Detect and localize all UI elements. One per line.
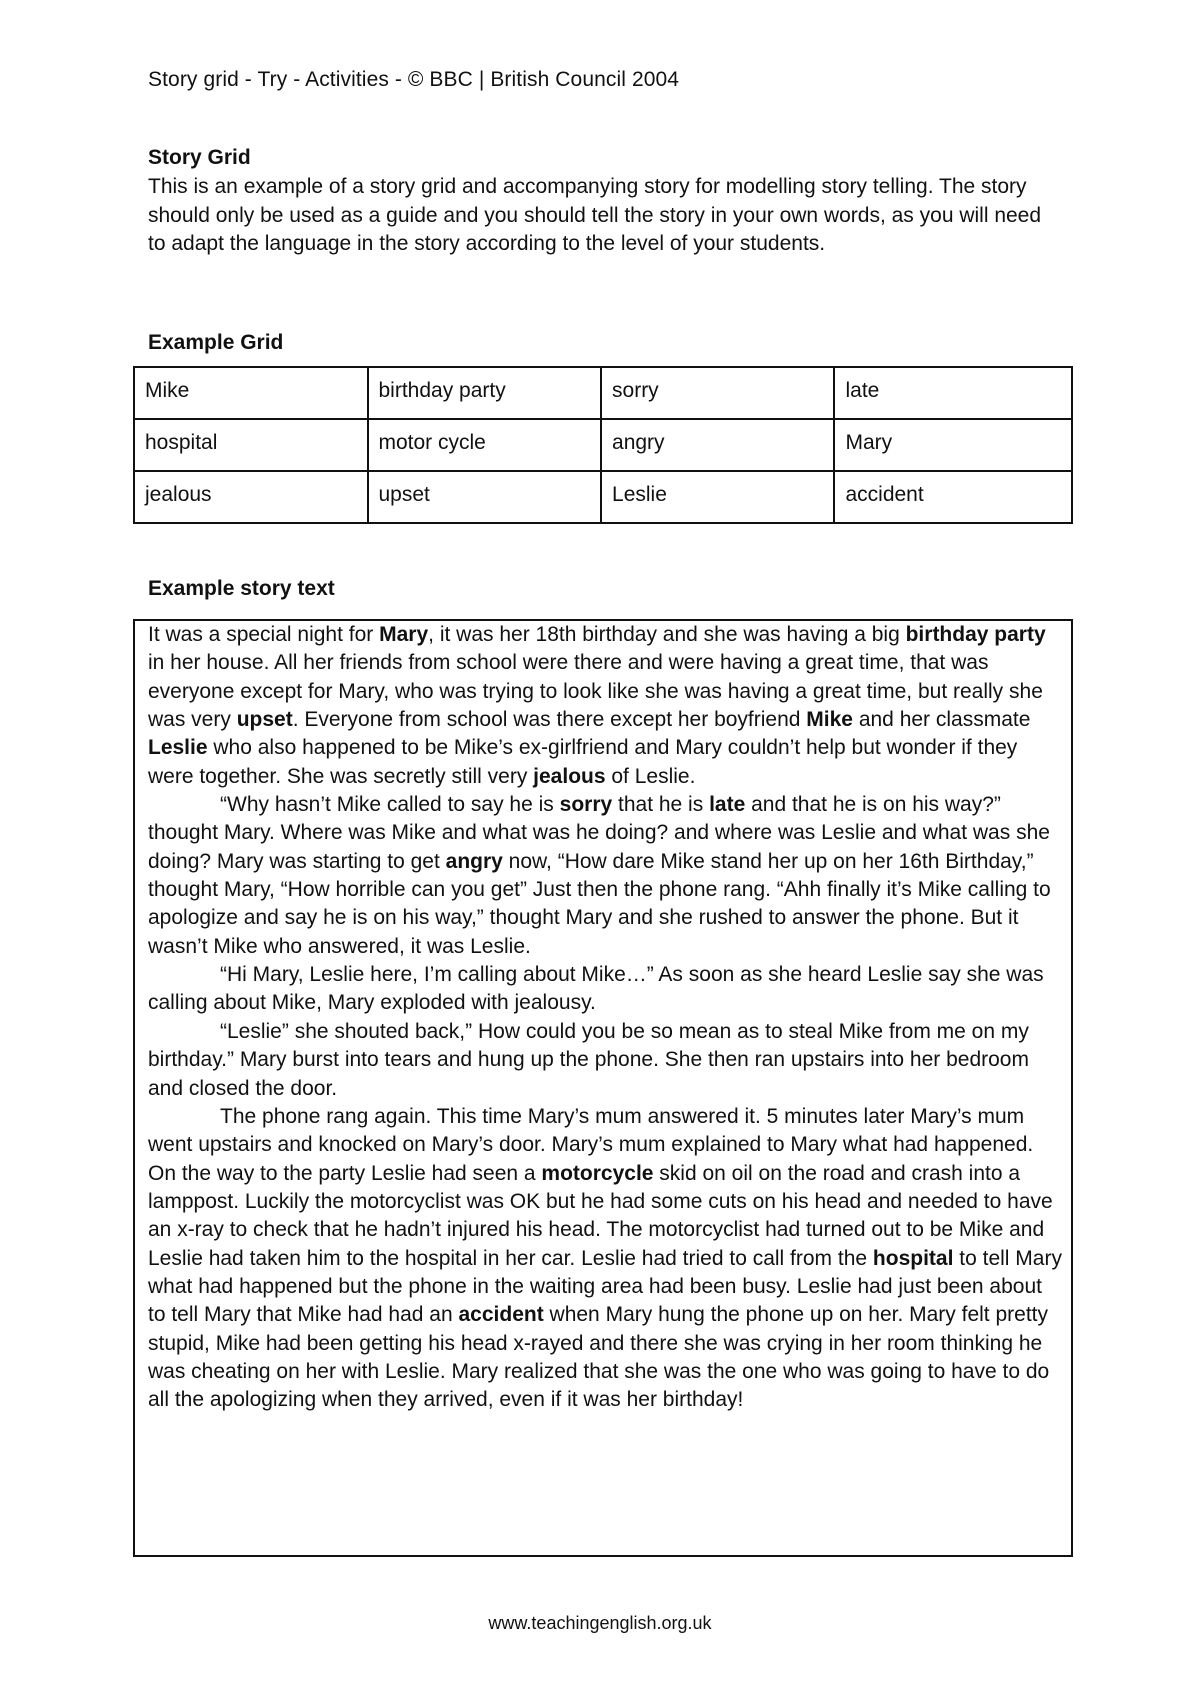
story-text-run: of Leslie. xyxy=(605,764,696,788)
story-text-run: and her classmate xyxy=(852,708,1031,732)
story-keyword: jealous xyxy=(533,764,606,788)
story-paragraph xyxy=(148,791,1063,961)
story-keyword: accident xyxy=(458,1303,544,1327)
grid-row xyxy=(134,367,1072,419)
story-keyword: hospital xyxy=(872,1246,954,1270)
story-keyword: late xyxy=(709,793,746,817)
story-text-run: “Leslie” she shouted back,” How could you be so mean as to steal Mike from me on my birthday.” Mary burst into tears and hung up the phone. She then ran upstairs into her bedroom and closed the door. xyxy=(148,1019,1029,1100)
grid-cell: motor cycle xyxy=(368,419,602,471)
story-paragraph xyxy=(148,961,1063,1018)
story-keyword: sorry xyxy=(559,793,613,817)
story-text-run: to tell Mary what had happened but the phone in the waiting area had been busy. Leslie had just been about to tell Mary that Mike had had an xyxy=(148,1246,1062,1327)
grid-cell: birthday party xyxy=(368,367,602,419)
story-text-run: now, “How dare Mike stand her up on her 16th Birthday,” thought Mary, “How horrible can you get” Just then the phone rang. “Ahh finally it’s Mike calling to apologize and say he is on his way,” thought Mary and she rushed to answer the phone. But it wasn’t Mike who answered, it was Leslie. xyxy=(148,849,1051,958)
story-keyword: Mary xyxy=(379,623,429,646)
story-paragraph xyxy=(148,1103,1063,1415)
story-text-run: . Everyone from school was there except her boyfriend xyxy=(292,708,807,732)
story-text-run: in her house. All her friends from school were there and were having a great time, that was everyone except for Mary, who was trying to look like she was having a great time, but really she was very xyxy=(148,651,1043,732)
story-keyword: upset xyxy=(236,708,293,732)
story-text-run: “Why hasn’t Mike called to say he is xyxy=(220,793,560,817)
story-text-run: who also happened to be Mike’s ex-girlfriend and Mary couldn’t help but wonder if they were together. She was secretly still very xyxy=(148,736,1018,788)
grid-row xyxy=(134,471,1072,523)
story-text-run: The phone rang again. This time Mary’s mum answered it. 5 minutes later Mary’s mum went upstairs and knocked on Mary’s door. Mary’s mum explained to Mary what had happened. On the way to the party Leslie had seen a xyxy=(148,1104,1034,1185)
story-keyword: motorcycle xyxy=(541,1161,654,1185)
story-grid-heading: Story Grid xyxy=(148,146,251,169)
story-paragraph xyxy=(148,1018,1063,1103)
page-header: Story grid - Try - Activities - © BBC | British Council 2004 xyxy=(148,68,680,91)
grid-cell: Leslie xyxy=(601,471,834,523)
story-text-run: It was a special night for xyxy=(148,623,380,646)
grid-cell: angry xyxy=(601,419,834,471)
grid-cell: Mary xyxy=(834,419,1072,471)
grid-cell: jealous xyxy=(134,471,368,523)
grid-cell: accident xyxy=(834,471,1072,523)
story-text-run: skid on oil on the road and crash into a lamppost. Luckily the motorcyclist was OK but he had some cuts on his head and needed to have an x-ray to check that he hadn’t injured his head. The motorcyclist had turned out to be Mike and Leslie had taken him to the hospital in her car. Leslie had tried to call from the xyxy=(148,1161,1053,1270)
story-text-run: , it was her 18th birthday and she was having a big xyxy=(428,623,906,646)
story-grid-intro: This is an example of a story grid and accompanying story for modelling story telling. The story should only be used as a guide and you should tell the story in your own words, as you will need to adapt the language in the story according to the level of your students. xyxy=(148,175,1042,255)
story-text-run: when Mary hung the phone up on her. Mary felt pretty stupid, Mike had been getting his head x-rayed and there she was crying in her room thinking he was cheating on her with Leslie. Mary realized that she was the one who was going to have to do all the apologizing when they arrived, even if it was her birthday! xyxy=(148,1303,1050,1412)
story-text-box xyxy=(133,619,1073,1557)
story-paragraph xyxy=(148,621,1063,791)
story-text-run: that he is xyxy=(612,793,710,817)
grid-cell: sorry xyxy=(601,367,834,419)
grid-row xyxy=(134,419,1072,471)
story-keyword: angry xyxy=(445,849,503,873)
example-story-heading: Example story text xyxy=(148,577,335,600)
story-keyword: Leslie xyxy=(148,736,208,760)
footer-url: www.teachingenglish.org.uk xyxy=(488,1613,712,1633)
grid-cell: Mike xyxy=(134,367,368,419)
example-grid-table xyxy=(133,366,1073,524)
grid-cell: late xyxy=(834,367,1072,419)
grid-cell: hospital xyxy=(134,419,368,471)
grid-cell: upset xyxy=(368,471,602,523)
story-text-run: “Hi Mary, Leslie here, I’m calling about Mike…” As soon as she heard Leslie say she was calling about Mike, Mary exploded with jealousy. xyxy=(148,963,1044,1015)
example-grid-heading: Example Grid xyxy=(148,331,284,354)
story-keyword: Mike xyxy=(806,708,853,732)
story-keyword: birthday party xyxy=(905,623,1046,646)
story-text-run: and that he is on his way?” thought Mary. Where was Mike and what was he doing? and where was Leslie and what was she doing? Mary was starting to get xyxy=(148,793,1050,873)
